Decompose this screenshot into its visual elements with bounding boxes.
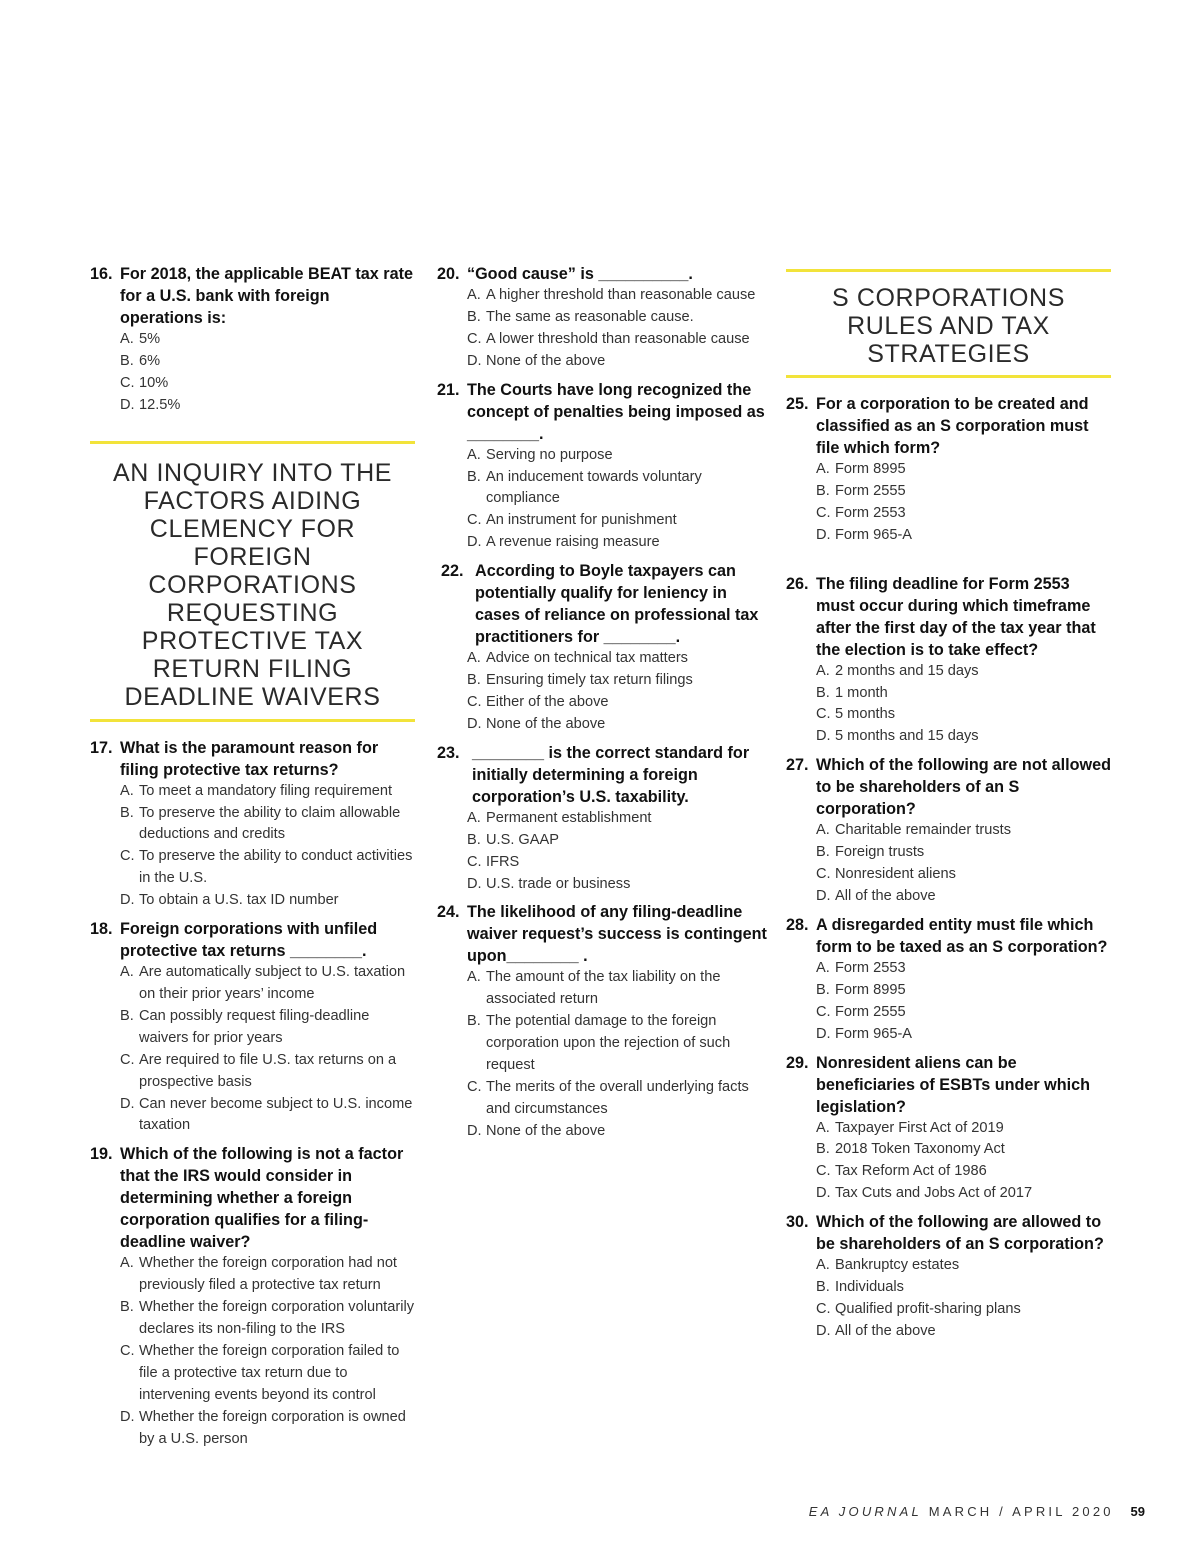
answer-option: A. Permanent establishment [467,809,652,826]
question-text: ________ is the correct standard for initially determining a foreign corporation’s U.S. taxability. [472,743,750,806]
answer-options [816,1118,1111,1206]
answer-option: A. Whether the foreign corporation had not previously filed a protective tax return [120,1255,397,1294]
answer-option: B. 2018 Token Taxonomy Act [816,1141,1005,1158]
answer-options [467,808,767,896]
answer-options [467,967,767,1142]
answer-option: D. Form 965-A [816,526,913,543]
question-text: What is the paramount reason for filing protective tax returns? [120,738,379,779]
answer-option: D. Form 965-A [816,1025,913,1042]
answer-option: D. Whether the foreign corporation is owned by a U.S. person [120,1408,406,1447]
answer-option: A. Charitable remainder trusts [816,822,1012,839]
answer-option: A. Bankruptcy estates [816,1257,960,1274]
answer-options [816,1255,1111,1343]
answer-options [467,445,767,555]
question-number: 19. [90,1145,113,1164]
column-3 [786,263,1111,1349]
answer-option: C. A lower threshold than reasonable cause [467,330,750,347]
answer-option: C. An instrument for punishment [467,512,677,529]
answer-option: C. The merits of the overall underlying facts and circumstances [467,1078,749,1117]
answer-option: C. To preserve the ability to conduct activities in the U.S. [120,848,413,887]
question-number: 26. [786,574,809,593]
answer-options [120,781,415,912]
answer-option: A. To meet a mandatory filing requirement [120,782,393,799]
question-21 [437,379,767,555]
answer-option: D. Can never become subject to U.S. income taxation [120,1095,413,1134]
question-number: 21. [437,380,460,399]
answer-option: B. Form 8995 [816,981,906,998]
column-2 [437,263,767,1149]
answer-option: D. None of the above [467,715,606,732]
answer-option: B. Whether the foreign corporation voluntarily declares its non-filing to the IRS [120,1299,414,1338]
answer-option: D. Tax Cuts and Jobs Act of 2017 [816,1185,1033,1202]
answer-option: A. Form 8995 [816,461,906,477]
answer-options [816,459,1111,547]
answer-option: C. Form 2553 [816,504,906,521]
column-1 [90,263,415,1456]
question-text: Foreign corporations with unfiled protective tax returns ________. [120,920,378,961]
answer-option: D. None of the above [467,1122,606,1139]
answer-options [816,820,1111,908]
answer-option: B. The potential damage to the foreign corporation upon the rejection of such request [467,1013,731,1074]
page-footer [809,1504,1145,1519]
question-19 [90,1143,415,1450]
answer-option: B. 1 month [816,684,888,701]
section-heading-s-corporations: S CORPORATIONS RULES AND TAX STRATEGIES [786,269,1111,378]
question-text: For a corporation to be created and classified as an S corporation must file which form? [816,395,1089,457]
answer-option: B. 6% [120,352,161,369]
question-23 [437,742,767,896]
answer-option: C. IFRS [467,853,520,870]
question-text: A disregarded entity must file which form to be taxed as an S corporation? [816,915,1108,956]
answer-option: B. Ensuring timely tax return filings [467,672,693,689]
answer-option: C. Tax Reform Act of 1986 [816,1163,987,1180]
answer-option: A. Are automatically subject to U.S. taxation on their prior years’ income [120,964,406,1002]
answer-option: C. Are required to file U.S. tax returns on a prospective basis [120,1051,397,1090]
answer-option: D. U.S. trade or business [467,875,631,892]
answer-option: D. None of the above [467,352,606,369]
question-number: 29. [786,1053,809,1072]
issue-date: MARCH / APRIL 2020 [928,1504,1114,1519]
question-number: 28. [786,915,809,934]
answer-option: A. Serving no purpose [467,446,613,463]
answer-option: A. 2 months and 15 days [816,662,979,679]
answer-option: D. 12.5% [120,396,181,413]
answer-option: C. Nonresident aliens [816,866,956,883]
answer-option: B. Individuals [816,1279,904,1296]
answer-option: B. To preserve the ability to claim allowable deductions and credits [120,804,401,843]
answer-option: D. 5 months and 15 days [816,728,979,745]
section-heading-inquiry: AN INQUIRY INTO THE FACTORS AIDING CLEMENCY FOR FOREIGN CORPORATIONS REQUESTING PROTECTIVE TAX RETURN FILING DEADLINE WAIVERS [90,441,415,722]
answer-option: D. All of the above [816,1322,936,1339]
question-number: 18. [90,920,113,939]
answer-option: B. U.S. GAAP [467,831,559,848]
answer-option: A. 5% [120,331,161,347]
question-29 [786,1052,1111,1206]
answer-option: C. 5 months [816,706,896,723]
answer-option: A. A higher threshold than reasonable cause [467,287,756,303]
answer-options [816,958,1111,1046]
question-number: 16. [90,265,113,283]
question-26 [786,573,1111,749]
question-25 [786,393,1111,547]
answer-option: C. Form 2555 [816,1003,906,1020]
answer-option: C. 10% [120,374,169,391]
question-20 [437,263,767,373]
answer-option: D. A revenue raising measure [467,534,660,551]
answer-option: C. Qualified profit-sharing plans [816,1300,1021,1317]
answer-option: D. All of the above [816,887,936,904]
answer-option: A. The amount of the tax liability on the associated return [467,969,721,1008]
question-27 [786,754,1111,908]
question-text: For 2018, the applicable BEAT tax rate for a U.S. bank with foreign operations is: [120,265,413,327]
question-28 [786,914,1111,1046]
question-text: The filing deadline for Form 2553 must occur during which timeframe after the first day of the tax year that the election is to take effect? [816,574,1096,659]
journal-name: EA JOURNAL [808,1504,922,1519]
answer-options [120,329,415,417]
question-number: 24. [437,903,460,922]
answer-option: A. Form 2553 [816,959,906,976]
question-number: 25. [786,395,809,413]
question-number: 20. [437,265,460,283]
question-17 [90,737,415,912]
question-text: The Courts have long recognized the concept of penalties being imposed as ________. [467,380,765,443]
answer-options [120,1253,415,1450]
answer-option: B. An inducement towards voluntary compliance [467,468,702,507]
answer-options [816,661,1111,749]
answer-option: A. Taxpayer First Act of 2019 [816,1119,1004,1136]
question-number: 17. [90,738,113,757]
answer-options [467,648,767,736]
answer-option: B. Can possibly request filing-deadline waivers for prior years [120,1007,370,1046]
question-22 [437,560,767,736]
answer-option: B. Form 2555 [816,482,906,499]
page-number: 59 [1130,1504,1145,1519]
question-30 [786,1211,1111,1343]
question-number: 23. [437,743,460,762]
answer-option: D. To obtain a U.S. tax ID number [120,892,339,909]
question-text: Which of the following is not a factor that the IRS would consider in determining whether a foreign corporation qualifies for a filing-deadline waiver? [120,1145,404,1252]
question-number: 22. [441,562,464,581]
question-16 [90,263,415,417]
question-number: 27. [786,756,809,775]
question-text: “Good cause” is __________. [467,265,693,283]
answer-option: B. The same as reasonable cause. [467,308,694,325]
answer-option: B. Foreign trusts [816,844,925,861]
question-text: Nonresident aliens can be beneficiaries of ESBTs under which legislation? [816,1053,1091,1116]
answer-option: C. Either of the above [467,693,609,710]
question-18 [90,918,415,1137]
question-text: Which of the following are not allowed to be shareholders of an S corporation? [816,756,1111,819]
answer-options [120,962,415,1137]
question-text: Which of the following are allowed to be shareholders of an S corporation? [816,1213,1104,1254]
answer-option: C. Whether the foreign corporation failed to file a protective tax return due to intervening events beyond its control [120,1342,400,1403]
question-24 [437,901,767,1142]
question-text: According to Boyle taxpayers can potentially qualify for leniency in cases of reliance on professional tax practitioners for ________. [475,562,759,647]
question-number: 30. [786,1213,809,1232]
answer-options [467,285,767,373]
answer-option: A. Advice on technical tax matters [467,650,688,667]
question-text: The likelihood of any filing-deadline waiver request’s success is contingent upon________ . [467,903,767,966]
